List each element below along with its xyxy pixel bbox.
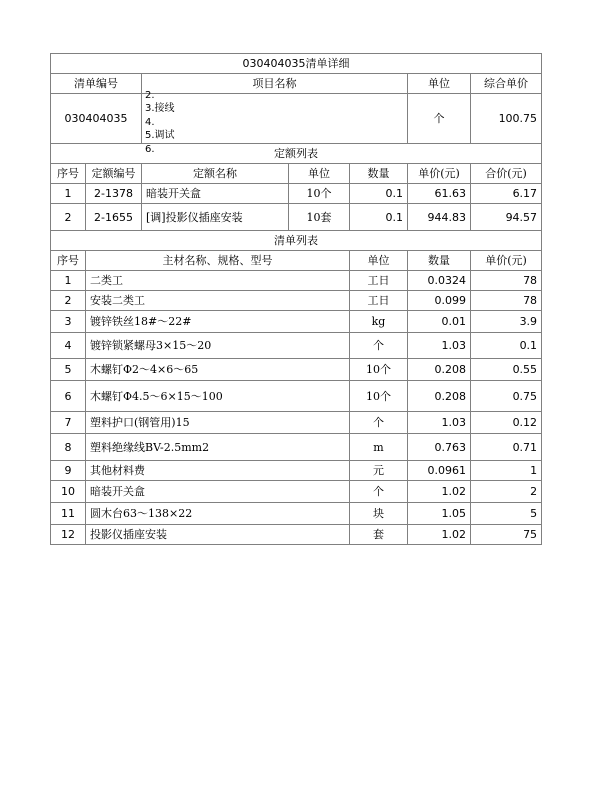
materials-header-price: 单价(元) — [471, 251, 542, 271]
quota-header-no: 序号 — [51, 164, 86, 184]
material-no: 11 — [51, 503, 86, 525]
quota-code: 2-1655 — [86, 204, 142, 231]
material-name: 安装二类工 — [86, 291, 350, 311]
material-qty: 0.0961 — [408, 461, 471, 481]
material-name: 木螺钉Φ4.5～6×15～100 — [86, 381, 350, 412]
materials-header-name: 主材名称、规格、型号 — [86, 251, 350, 271]
quota-header-price: 单价(元) — [408, 164, 471, 184]
material-qty: 0.0324 — [408, 271, 471, 291]
material-row — [51, 481, 542, 503]
material-name: 塑料绝缘线BV-2.5mm2 — [86, 434, 350, 461]
header-unit-price: 综合单价 — [471, 74, 542, 94]
material-no: 9 — [51, 461, 86, 481]
material-qty: 0.208 — [408, 359, 471, 381]
material-qty: 1.05 — [408, 503, 471, 525]
material-unit: 个 — [350, 333, 408, 359]
material-row — [51, 311, 542, 333]
material-unit: 块 — [350, 503, 408, 525]
material-qty: 0.208 — [408, 381, 471, 412]
material-no: 7 — [51, 412, 86, 434]
material-no: 12 — [51, 525, 86, 545]
material-qty: 1.02 — [408, 525, 471, 545]
header-unit: 单位 — [408, 74, 471, 94]
material-qty: 1.03 — [408, 333, 471, 359]
material-row — [51, 525, 542, 545]
material-unit: 套 — [350, 525, 408, 545]
material-qty: 0.099 — [408, 291, 471, 311]
table-title: 030404035清单详细 — [51, 54, 542, 74]
material-row — [51, 333, 542, 359]
quota-row — [51, 204, 542, 231]
material-no: 2 — [51, 291, 86, 311]
description-line: 5.调试 — [145, 130, 175, 141]
quota-qty: 0.1 — [350, 204, 408, 231]
material-no: 4 — [51, 333, 86, 359]
material-no: 6 — [51, 381, 86, 412]
quota-unit: 10套 — [289, 204, 350, 231]
material-row — [51, 503, 542, 525]
quota-total: 94.57 — [471, 204, 542, 231]
material-row — [51, 461, 542, 481]
quota-name: [调]投影仪插座安装 — [142, 204, 289, 231]
quota-header-qty: 数量 — [350, 164, 408, 184]
quota-header-unit: 单位 — [289, 164, 350, 184]
header-item-name: 项目名称 — [142, 74, 408, 94]
description-line: 3.接线 — [145, 103, 175, 114]
material-name: 木螺钉Φ2～4×6～65 — [86, 359, 350, 381]
material-price: 0.55 — [471, 359, 542, 381]
quota-no: 1 — [51, 184, 86, 204]
quota-total: 6.17 — [471, 184, 542, 204]
material-no: 8 — [51, 434, 86, 461]
material-row — [51, 381, 542, 412]
material-row — [51, 434, 542, 461]
material-price: 0.71 — [471, 434, 542, 461]
materials-header-unit: 单位 — [350, 251, 408, 271]
material-price: 75 — [471, 525, 542, 545]
material-name: 二类工 — [86, 271, 350, 291]
material-unit: 元 — [350, 461, 408, 481]
material-price: 0.1 — [471, 333, 542, 359]
quota-header-code: 定额编号 — [86, 164, 142, 184]
material-qty: 0.01 — [408, 311, 471, 333]
material-name: 其他材料费 — [86, 461, 350, 481]
material-price: 2 — [471, 481, 542, 503]
material-qty: 0.763 — [408, 434, 471, 461]
quota-code: 2-1378 — [86, 184, 142, 204]
material-unit: m — [350, 434, 408, 461]
material-no: 10 — [51, 481, 86, 503]
quota-unit: 10个 — [289, 184, 350, 204]
material-unit: 个 — [350, 412, 408, 434]
description-line: 4. — [145, 116, 155, 128]
material-price: 0.12 — [471, 412, 542, 434]
material-qty: 1.03 — [408, 412, 471, 434]
material-name: 镀锌锁紧螺母3×15～20 — [86, 333, 350, 359]
material-price: 0.75 — [471, 381, 542, 412]
bill-unit-price: 100.75 — [471, 94, 542, 144]
material-unit: 10个 — [350, 381, 408, 412]
material-row — [51, 291, 542, 311]
quota-no: 2 — [51, 204, 86, 231]
materials-section-title: 清单列表 — [51, 231, 542, 251]
bill-code: 030404035 — [51, 94, 142, 144]
quota-header-name: 定额名称 — [142, 164, 289, 184]
material-row — [51, 412, 542, 434]
material-price: 5 — [471, 503, 542, 525]
material-unit: 个 — [350, 481, 408, 503]
bill-detail-table — [50, 53, 542, 545]
description-line: 6. — [145, 143, 155, 155]
quota-qty: 0.1 — [350, 184, 408, 204]
material-qty: 1.02 — [408, 481, 471, 503]
header-bill-code: 清单编号 — [51, 74, 142, 94]
bill-unit: 个 — [408, 94, 471, 144]
material-name: 投影仪插座安装 — [86, 525, 350, 545]
material-price: 78 — [471, 291, 542, 311]
material-row — [51, 359, 542, 381]
quota-price: 944.83 — [408, 204, 471, 231]
material-unit: 工日 — [350, 291, 408, 311]
material-no: 5 — [51, 359, 86, 381]
quota-header-total: 合价(元) — [471, 164, 542, 184]
material-price: 1 — [471, 461, 542, 481]
material-name: 圆木台63～138×22 — [86, 503, 350, 525]
material-no: 3 — [51, 311, 86, 333]
quota-row — [51, 184, 542, 204]
materials-header-qty: 数量 — [408, 251, 471, 271]
material-no: 1 — [51, 271, 86, 291]
material-name: 镀锌铁丝18#～22# — [86, 311, 350, 333]
quota-section-title: 定额列表 — [51, 144, 542, 164]
materials-header-no: 序号 — [51, 251, 86, 271]
material-name: 暗装开关盒 — [86, 481, 350, 503]
material-row — [51, 271, 542, 291]
material-unit: kg — [350, 311, 408, 333]
material-unit: 工日 — [350, 271, 408, 291]
quota-price: 61.63 — [408, 184, 471, 204]
material-unit: 10个 — [350, 359, 408, 381]
material-price: 78 — [471, 271, 542, 291]
material-name: 塑料护口(钢管用)15 — [86, 412, 350, 434]
description-line: 2. — [145, 89, 155, 101]
material-price: 3.9 — [471, 311, 542, 333]
quota-name: 暗装开关盒 — [142, 184, 289, 204]
